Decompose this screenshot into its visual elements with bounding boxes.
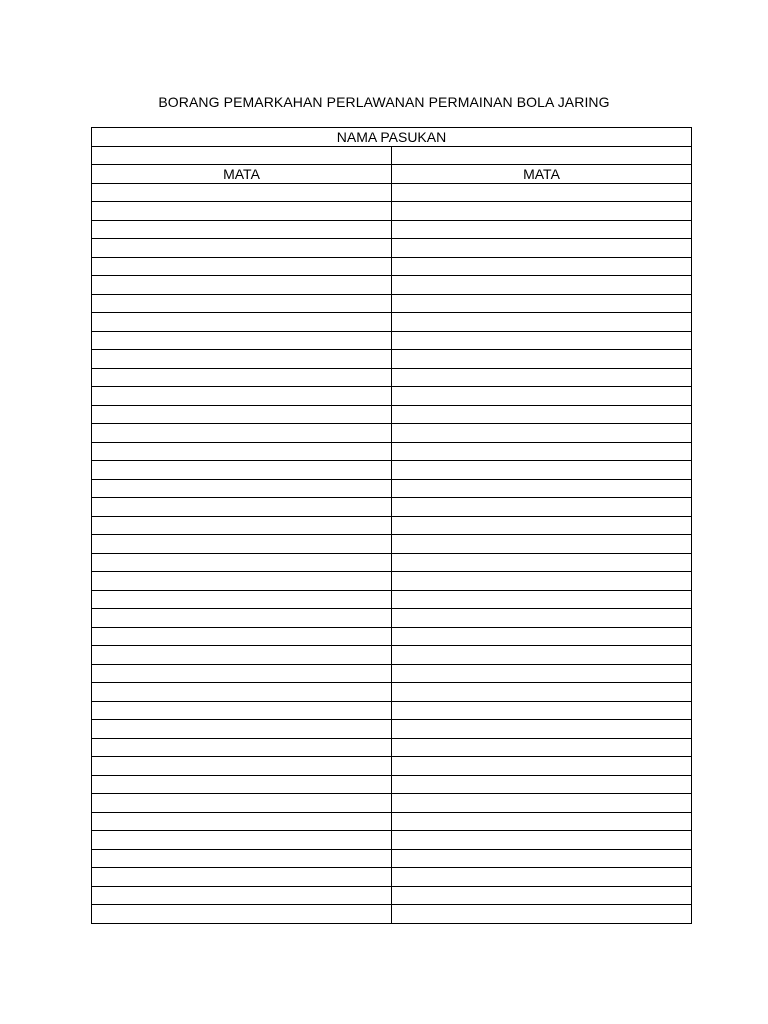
score-cell-right[interactable] — [392, 646, 692, 665]
score-cell-right[interactable] — [392, 775, 692, 794]
score-cell-left[interactable] — [92, 239, 392, 258]
score-row — [92, 590, 692, 609]
score-cell-right[interactable] — [392, 479, 692, 498]
score-cell-right[interactable] — [392, 738, 692, 757]
score-cell-left[interactable] — [92, 849, 392, 868]
score-cell-right[interactable] — [392, 387, 692, 406]
score-cell-right[interactable] — [392, 257, 692, 276]
score-cell-right[interactable] — [392, 331, 692, 350]
score-cell-left[interactable] — [92, 886, 392, 905]
score-row — [92, 535, 692, 554]
score-cell-left[interactable] — [92, 646, 392, 665]
score-cell-right[interactable] — [392, 350, 692, 369]
score-cell-left[interactable] — [92, 664, 392, 683]
score-cell-left[interactable] — [92, 738, 392, 757]
score-cell-left[interactable] — [92, 461, 392, 480]
score-row — [92, 405, 692, 424]
score-row — [92, 572, 692, 591]
score-cell-right[interactable] — [392, 535, 692, 554]
score-row — [92, 442, 692, 461]
score-cell-right[interactable] — [392, 609, 692, 628]
score-cell-right[interactable] — [392, 572, 692, 591]
score-row — [92, 350, 692, 369]
score-cell-right[interactable] — [392, 202, 692, 221]
score-row — [92, 220, 692, 239]
team-name-header: NAMA PASUKAN — [92, 128, 692, 147]
score-cell-left[interactable] — [92, 757, 392, 776]
score-row — [92, 553, 692, 572]
score-cell-right[interactable] — [392, 664, 692, 683]
score-row — [92, 516, 692, 535]
score-cell-right[interactable] — [392, 424, 692, 443]
score-cell-left[interactable] — [92, 442, 392, 461]
score-row — [92, 609, 692, 628]
score-cell-right[interactable] — [392, 720, 692, 739]
score-cell-left[interactable] — [92, 202, 392, 221]
score-cell-left[interactable] — [92, 775, 392, 794]
score-row — [92, 683, 692, 702]
score-cell-right[interactable] — [392, 553, 692, 572]
score-cell-left[interactable] — [92, 627, 392, 646]
score-cell-left[interactable] — [92, 257, 392, 276]
score-row — [92, 331, 692, 350]
score-cell-right[interactable] — [392, 183, 692, 202]
score-cell-left[interactable] — [92, 479, 392, 498]
score-cell-right[interactable] — [392, 757, 692, 776]
score-cell-left[interactable] — [92, 535, 392, 554]
score-row — [92, 794, 692, 813]
score-cell-left[interactable] — [92, 609, 392, 628]
score-cell-left[interactable] — [92, 276, 392, 295]
score-cell-right[interactable] — [392, 868, 692, 887]
score-cell-right[interactable] — [392, 516, 692, 535]
score-row — [92, 257, 692, 276]
score-row — [92, 294, 692, 313]
score-cell-left[interactable] — [92, 387, 392, 406]
score-header-left: MATA — [92, 165, 392, 184]
score-cell-right[interactable] — [392, 886, 692, 905]
score-row — [92, 387, 692, 406]
score-cell-right[interactable] — [392, 905, 692, 924]
score-cell-left[interactable] — [92, 183, 392, 202]
score-row — [92, 738, 692, 757]
score-cell-right[interactable] — [392, 701, 692, 720]
score-cell-right[interactable] — [392, 442, 692, 461]
score-cell-right[interactable] — [392, 794, 692, 813]
score-cell-left[interactable] — [92, 794, 392, 813]
score-cell-left[interactable] — [92, 498, 392, 517]
score-cell-left[interactable] — [92, 405, 392, 424]
score-cell-right[interactable] — [392, 683, 692, 702]
score-cell-right[interactable] — [392, 812, 692, 831]
team-name-cell-left[interactable] — [92, 146, 392, 165]
score-row — [92, 183, 692, 202]
score-row — [92, 720, 692, 739]
score-cell-left[interactable] — [92, 905, 392, 924]
score-cell-right[interactable] — [392, 239, 692, 258]
score-row — [92, 831, 692, 850]
score-row — [92, 627, 692, 646]
score-row — [92, 905, 692, 924]
score-header-right: MATA — [392, 165, 692, 184]
score-row — [92, 202, 692, 221]
score-row — [92, 424, 692, 443]
score-cell-left[interactable] — [92, 720, 392, 739]
score-row — [92, 664, 692, 683]
score-row — [92, 775, 692, 794]
score-cell-left[interactable] — [92, 350, 392, 369]
score-header-row — [92, 165, 692, 184]
score-cell-right[interactable] — [392, 294, 692, 313]
score-cell-left[interactable] — [92, 683, 392, 702]
score-cell-right[interactable] — [392, 276, 692, 295]
score-cell-right[interactable] — [392, 849, 692, 868]
score-cell-left[interactable] — [92, 572, 392, 591]
team-name-cell-right[interactable] — [392, 146, 692, 165]
score-row — [92, 368, 692, 387]
team-header-row — [92, 128, 692, 147]
score-cell-right[interactable] — [392, 220, 692, 239]
score-cell-left[interactable] — [92, 701, 392, 720]
team-name-row — [92, 146, 692, 165]
score-cell-right[interactable] — [392, 313, 692, 332]
score-row — [92, 849, 692, 868]
score-row — [92, 868, 692, 887]
score-cell-left[interactable] — [92, 590, 392, 609]
score-cell-right[interactable] — [392, 831, 692, 850]
score-row — [92, 461, 692, 480]
score-cell-right[interactable] — [392, 461, 692, 480]
score-cell-right[interactable] — [392, 405, 692, 424]
form-title: BORANG PEMARKAHAN PERLAWANAN PERMAINAN BOLA JARING — [158, 94, 610, 110]
score-row — [92, 701, 692, 720]
score-row — [92, 646, 692, 665]
score-row — [92, 498, 692, 517]
score-row — [92, 276, 692, 295]
score-cell-right[interactable] — [392, 627, 692, 646]
score-cell-left[interactable] — [92, 516, 392, 535]
score-cell-right[interactable] — [392, 498, 692, 517]
score-cell-left[interactable] — [92, 868, 392, 887]
score-row — [92, 757, 692, 776]
score-cell-left[interactable] — [92, 313, 392, 332]
score-cell-right[interactable] — [392, 590, 692, 609]
score-cell-left[interactable] — [92, 368, 392, 387]
score-cell-right[interactable] — [392, 368, 692, 387]
score-cell-left[interactable] — [92, 812, 392, 831]
score-row — [92, 812, 692, 831]
score-row — [92, 239, 692, 258]
scoring-table — [91, 127, 692, 924]
score-cell-left[interactable] — [92, 220, 392, 239]
score-cell-left[interactable] — [92, 831, 392, 850]
score-row — [92, 886, 692, 905]
score-cell-left[interactable] — [92, 294, 392, 313]
score-row — [92, 479, 692, 498]
score-cell-left[interactable] — [92, 553, 392, 572]
score-cell-left[interactable] — [92, 331, 392, 350]
score-cell-left[interactable] — [92, 424, 392, 443]
score-row — [92, 313, 692, 332]
